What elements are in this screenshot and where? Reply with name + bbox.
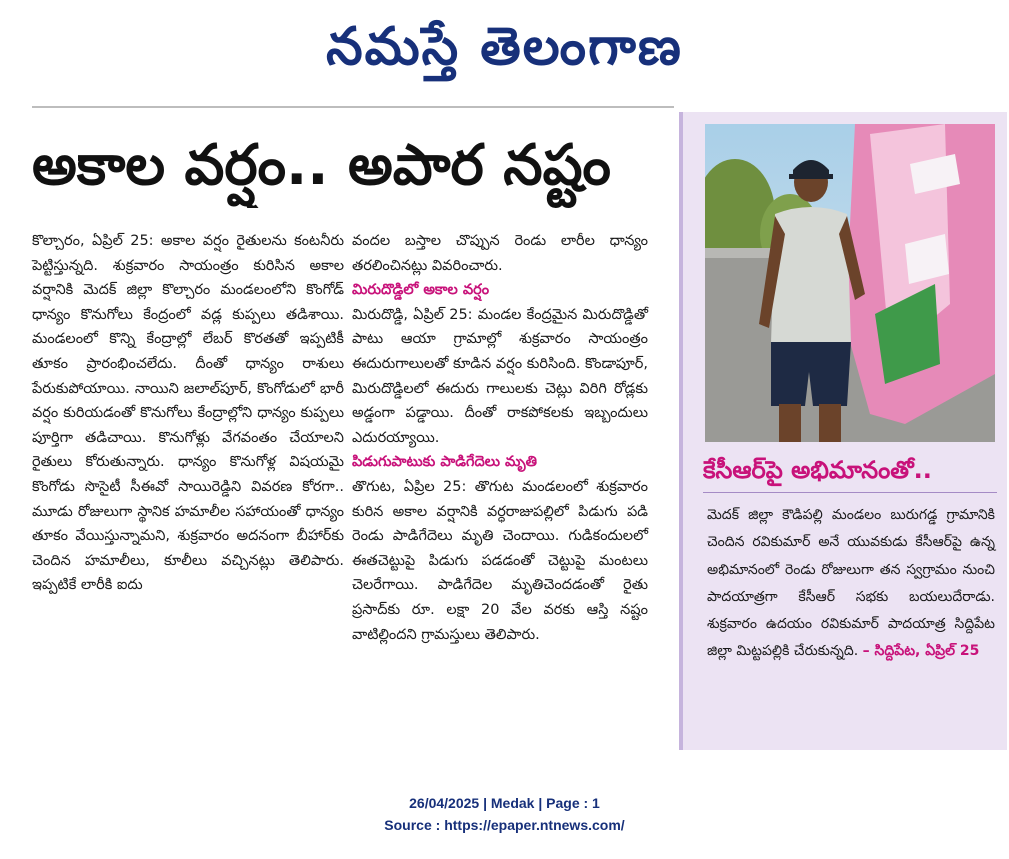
top-rule: [32, 106, 674, 108]
article-mid-column: [352, 229, 648, 647]
sidebar-body-text: మెదక్ జిల్లా కౌడిపల్లి మండలం బురుగడ్డ గ్రామానికి చెందిన రవికుమార్ అనే యువకుడు కేసీఆర్‌పై ఉన్న అభిమానంలో రెండు రోజులుగా తన స్వగ్రామం నుంచి పాదయాత్రగా కేసీఆర్ సభకు బయలుదేరాడు. శుక్రవారం ఉదయం రవికుమార్ పాదయాత్ర సిద్దిపేట జిల్లా మిట్టపల్లికి చేరుకున్నది.: [707, 507, 995, 660]
footer-date-edition: 26/04/2025 | Medak | Page : 1: [409, 795, 600, 811]
sidebar-divider: [703, 492, 997, 493]
photo-man-with-flag: [705, 124, 995, 442]
article-mid-intro: వందల బస్తాల చొప్పున రెండు లారీల ధాన్యం తరలించినట్లు వివరించారు.: [352, 233, 648, 274]
footer: [0, 792, 1009, 836]
article-left-column: [32, 229, 344, 598]
sidebar-dateline: – సిద్దిపేట, ఏప్రిల్ 25: [862, 643, 980, 660]
sidebar-box: [679, 112, 1007, 750]
subarticle-mirudoddi-text: మిరుదొడ్డి, ఏప్రిల్ 25: మండల కేంద్రమైన మిరుదొడ్డితో పాటు ఆయా గ్రామాల్లో శుక్రవారం సాయంత్రం ఈదురుగాలులతో కూడిన వర్షం కురిసింది. కొండాపూర్, మిరుదొడ్డిలలో ఈదురు గాలులకు చెట్లు విరిగి రోడ్లకు అడ్డంగా పడ్డాయి. దీంతో రాకపోకలకు ఇబ్బందులు ఎదురయ్యాయి.: [352, 306, 648, 446]
sidebar-photo: [705, 124, 995, 442]
sidebar-headline: కేసీఆర్‌పై అభిమానంతో..: [703, 456, 932, 484]
masthead-title: నమస్తే తెలంగాణ: [326, 17, 683, 77]
article-left-text: కొల్చారం, ఏప్రిల్ 25: అకాల వర్షం రైతులను కంటనీరు పెట్టిస్తున్నది. శుక్రవారం సాయంత్రం కురిసిన అకాల వర్షానికి మెదక్ జిల్లా కొల్చారం మండలంలోని కొంగోడ్ ధాన్యం కొనుగోలు కేంద్రంలో వడ్ల కుప్పలు తడిశాయి. మండలంలో కొన్ని కేంద్రాల్లో లేబర్ కొరతతో ఇప్పటికీ తూకం ప్రారంభించలేదు. దీంతో ధాన్యం రాశులు పేరుకుపోయాయి. నాయిని జలాల్‌పూర్, కొంగోడులో భారీ వర్షం కురియడంతో కొనుగోలు కేంద్రాల్లోని ధాన్యం కుప్పలు పూర్తిగా తడిచాయి. కొనుగోళ్లు వేగవంతం చేయాలని రైతులు కోరుతున్నారు. ధాన్యం కొనుగోళ్ల విషయమై కొంగోడు సొసైటీ సీఈవో సాయిరెడ్డిని వివరణ కోరగా.. మూడు రోజులుగా స్థానిక హమాలీల సహాయంతో ధాన్యం తూకం వేయిస్తున్నామని, శుక్రవారం అదనంగా బీహార్‌కు చెందిన హమాలీలు, కూలీలు వచ్చినట్లు తెలిపారు. ఇప్పటికే లారీకి ఐదు: [32, 233, 344, 594]
subheading-mirudoddi: మిరుదొడ్డిలో అకాల వర్షం: [352, 282, 490, 299]
footer-source: Source : https://epaper.ntnews.com/: [384, 817, 625, 833]
subarticle-lightning-text: తొగుట, ఏప్రిల 25: తొగుట మండలంలో శుక్రవారం కురిన అకాల వర్షానికి వర్ధరాజుపల్లిలో పిడుగు పడి రెండు పాడిగేదెలు మృతి చెందాయి. గుడికందులలో ఈతచెట్టుపై పిడుగు పడడంతో చెట్టుపై మంటలు చెలరేగాయి. పాడిగేదెల మృతిచెందడంతో రైతు ప్రసాద్‌కు రూ. లక్షా 20 వేల వరకు ఆస్తి నష్టం వాటిల్లిందని గ్రామస్తులు తెలిపారు.: [352, 478, 648, 643]
subheading-lightning: పిడుగుపాటుకు పాడిగేదెలు మృతి: [352, 454, 537, 471]
article-headline: అకాల వర్షం.. అపార నష్టం: [32, 133, 611, 198]
sidebar-body: [707, 502, 995, 666]
masthead: [0, 0, 1009, 94]
